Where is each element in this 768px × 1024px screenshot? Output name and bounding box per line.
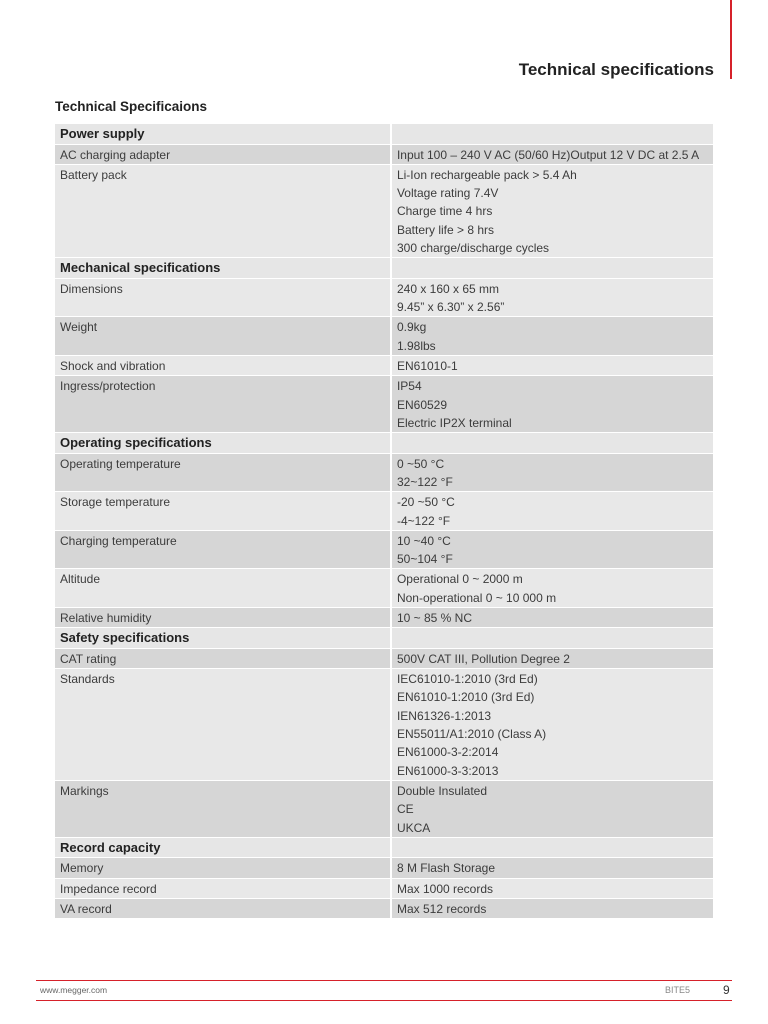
spec-value	[392, 879, 713, 898]
spec-value-line: -4~122 °F	[396, 513, 451, 528]
spec-label: VA record	[55, 899, 390, 918]
table-section-header	[55, 628, 713, 648]
spec-value-line: UKCA	[396, 820, 431, 835]
spec-value-line: Non-operational 0 ~ 10 000 m	[396, 590, 557, 605]
table-row	[55, 165, 713, 257]
spec-value-line: IP54	[396, 379, 422, 394]
table-row	[55, 279, 713, 317]
spec-value-line: Battery life > 8 hrs	[396, 222, 495, 237]
spec-label: Memory	[55, 858, 390, 877]
spec-label: Dimensions	[55, 279, 390, 317]
table-section-header	[55, 258, 713, 278]
table-section-header	[55, 124, 713, 144]
spec-label: Ingress/protection	[55, 376, 390, 432]
spec-value-line: 500V CAT III, Pollution Degree 2	[396, 651, 570, 666]
section-title: Technical Specificaions	[55, 99, 208, 114]
table-row	[55, 858, 713, 877]
table-row	[55, 145, 713, 164]
section-header-label: Safety specifications	[55, 628, 390, 648]
spec-value-line: Double Insulated	[396, 783, 488, 798]
spec-value-line: IEN61326-1:2013	[396, 708, 492, 723]
header-accent-line	[730, 0, 732, 79]
spec-table	[55, 124, 713, 918]
spec-value	[392, 838, 713, 858]
spec-value-line: 1.98lbs	[396, 338, 436, 353]
table-section-header	[55, 838, 713, 858]
spec-value-line: Voltage rating 7.4V	[396, 186, 499, 201]
spec-value	[392, 376, 713, 432]
spec-value	[392, 899, 713, 918]
table-row	[55, 879, 713, 898]
table-section-header	[55, 433, 713, 453]
spec-label: CAT rating	[55, 649, 390, 668]
spec-value	[392, 608, 713, 627]
spec-value	[392, 356, 713, 375]
section-header-label: Power supply	[55, 124, 390, 144]
spec-value-line: 10 ~40 °C	[396, 533, 451, 548]
section-header-label: Operating specifications	[55, 433, 390, 453]
table-row	[55, 492, 713, 530]
table-row	[55, 649, 713, 668]
spec-value-line: EN61000-3-2:2014	[396, 745, 499, 760]
spec-label: Storage temperature	[55, 492, 390, 530]
spec-value-line: 9.45” x 6.30” x 2.56”	[396, 300, 505, 315]
table-row	[55, 454, 713, 492]
spec-value	[392, 317, 713, 355]
spec-label: Standards	[55, 669, 390, 780]
spec-value	[392, 165, 713, 257]
footer-product-name: BITE5	[665, 985, 691, 995]
spec-value-line: 300 charge/discharge cycles	[396, 240, 550, 255]
spec-value-line: 0 ~50 °C	[396, 456, 445, 471]
table-row	[55, 356, 713, 375]
spec-value-line: 50~104 °F	[396, 552, 453, 567]
spec-value-line: EN61010-1	[396, 358, 458, 373]
table-row	[55, 899, 713, 918]
spec-value-line: EN55011/A1:2010 (Class A)	[396, 727, 547, 742]
spec-value	[392, 858, 713, 877]
table-row	[55, 781, 713, 837]
spec-label: Altitude	[55, 569, 390, 607]
table-row	[55, 669, 713, 780]
spec-value-line: Input 100 – 240 V AC (50/60 Hz)Output 12 V DC at 2.5 A	[396, 147, 700, 162]
spec-label: Impedance record	[55, 879, 390, 898]
footer-divider-bottom	[36, 1000, 732, 1001]
spec-value	[392, 124, 713, 144]
spec-value	[392, 649, 713, 668]
spec-value-line: 0.9kg	[396, 320, 427, 335]
table-row	[55, 317, 713, 355]
spec-value	[392, 569, 713, 607]
spec-label: Operating temperature	[55, 454, 390, 492]
spec-value-line: EN61010-1:2010 (3rd Ed)	[396, 690, 535, 705]
spec-value-line: -20 ~50 °C	[396, 495, 455, 510]
spec-value-line: Max 512 records	[396, 901, 487, 916]
spec-value	[392, 781, 713, 837]
spec-label: Weight	[55, 317, 390, 355]
spec-value	[392, 492, 713, 530]
spec-value	[392, 145, 713, 164]
spec-label: Markings	[55, 781, 390, 837]
spec-value	[392, 433, 713, 453]
spec-value	[392, 454, 713, 492]
spec-value-line: Electric IP2X terminal	[396, 415, 512, 430]
spec-label: Charging temperature	[55, 531, 390, 569]
spec-value	[392, 531, 713, 569]
spec-label: Battery pack	[55, 165, 390, 257]
spec-value	[392, 279, 713, 317]
spec-value-line: 240 x 160 x 65 mm	[396, 281, 500, 296]
spec-label: AC charging adapter	[55, 145, 390, 164]
footer-divider-top	[36, 980, 732, 981]
spec-value-line: Li-Ion rechargeable pack > 5.4 Ah	[396, 167, 577, 182]
section-header-label: Mechanical specifications	[55, 258, 390, 278]
footer-url: www.megger.com	[40, 985, 108, 995]
page-number: 9	[723, 983, 730, 997]
spec-value-line: CE	[396, 802, 414, 817]
spec-value	[392, 628, 713, 648]
spec-value-line: Max 1000 records	[396, 881, 494, 896]
table-row	[55, 569, 713, 607]
spec-value-line: Charge time 4 hrs	[396, 204, 493, 219]
section-header-label: Record capacity	[55, 838, 390, 858]
spec-value-line: EN61000-3-3:2013	[396, 763, 499, 778]
spec-value-line: Operational 0 ~ 2000 m	[396, 572, 523, 587]
spec-value-line: 10 ~ 85 % NC	[396, 611, 473, 626]
spec-value	[392, 669, 713, 780]
table-row	[55, 608, 713, 627]
table-row	[55, 531, 713, 569]
spec-label: Relative humidity	[55, 608, 390, 627]
spec-value-line: EN60529	[396, 397, 448, 412]
spec-value-line: 8 M Flash Storage	[396, 861, 496, 876]
page-title: Technical specifications	[518, 60, 714, 79]
spec-value-line: IEC61010-1:2010 (3rd Ed)	[396, 672, 538, 687]
table-row	[55, 376, 713, 432]
spec-value	[392, 258, 713, 278]
spec-value-line: 32~122 °F	[396, 474, 453, 489]
spec-label: Shock and vibration	[55, 356, 390, 375]
